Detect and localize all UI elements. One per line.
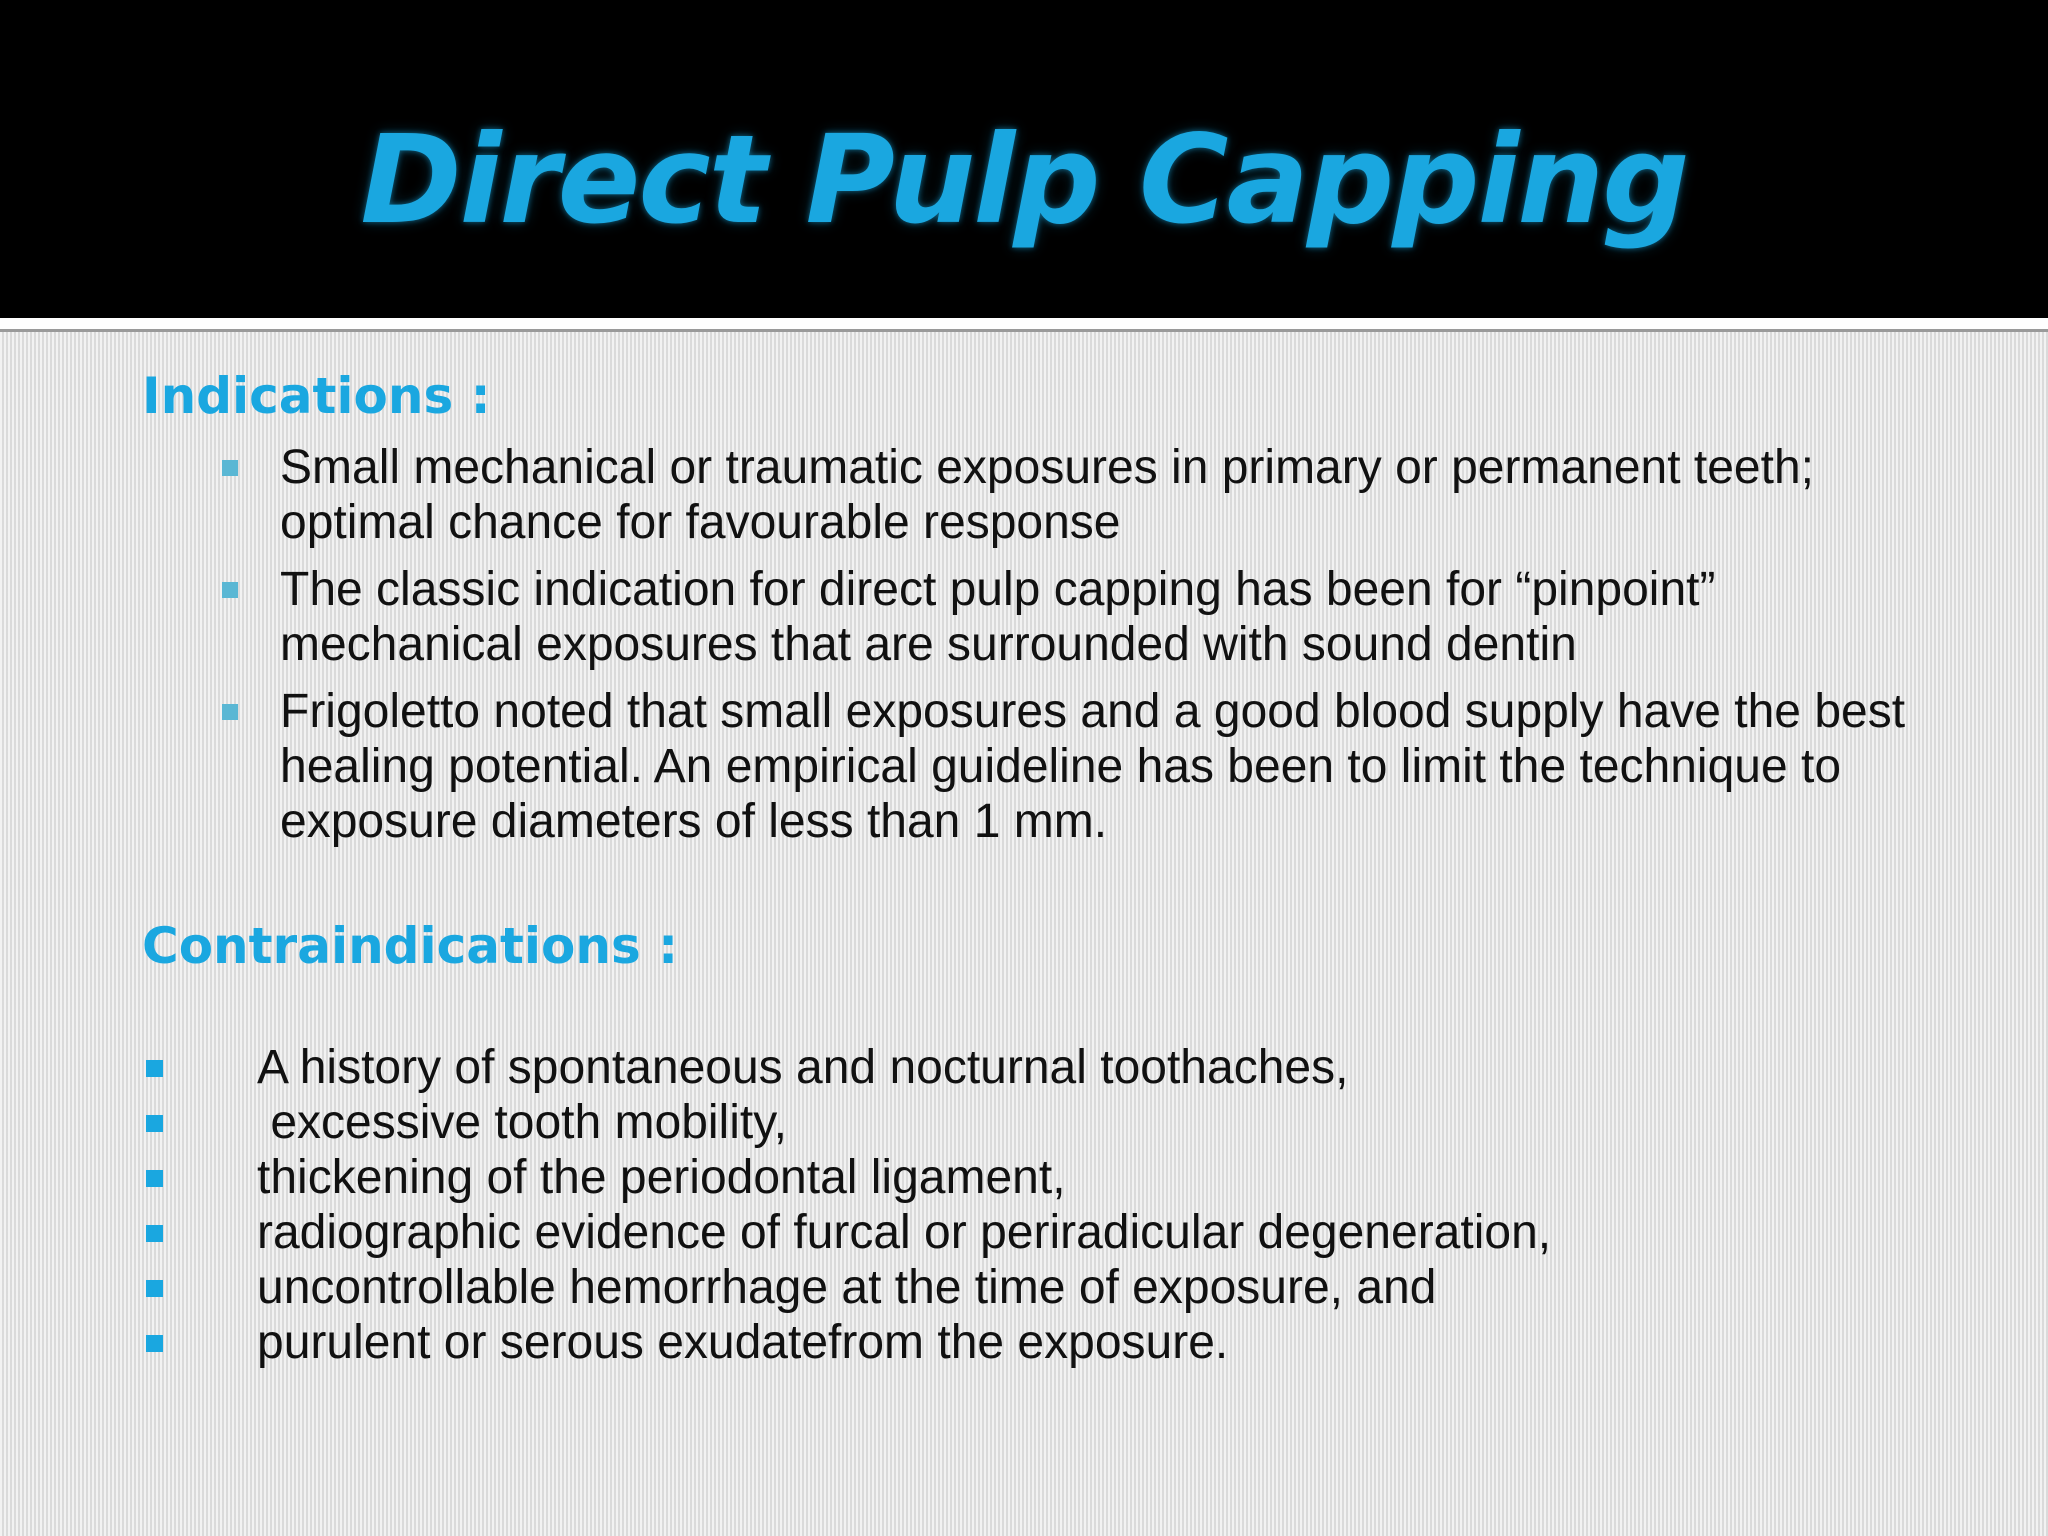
contraindication-text: purulent or serous exudatefrom the exposure. xyxy=(257,1316,1229,1369)
title-divider xyxy=(0,318,2048,332)
square-bullet-icon xyxy=(146,1060,163,1077)
indication-text: The classic indication for direct pulp capping has been for “pinpoint” mechanical exposures that are surrounded with sound dentin xyxy=(280,563,1716,671)
indication-item xyxy=(218,684,1918,849)
indication-text: Frigoletto noted that small exposures and a good blood supply have the best healing potential. An empirical guideline has been to limit the technique to exposure diameters of less than 1 mm. xyxy=(280,685,1906,848)
square-bullet-icon xyxy=(146,1115,163,1132)
contraindication-text: excessive tooth mobility, xyxy=(257,1096,787,1149)
slide-title: Direct Pulp Capping xyxy=(360,109,1688,251)
contraindication-item xyxy=(142,1260,1942,1315)
square-bullet-icon xyxy=(222,704,238,720)
indication-text: Small mechanical or traumatic exposures in primary or permanent teeth; optimal chance for favourable response xyxy=(280,441,1814,549)
square-bullet-icon xyxy=(146,1335,163,1352)
contraindication-item xyxy=(142,1095,1942,1150)
contraindication-text: A history of spontaneous and nocturnal toothaches, xyxy=(257,1041,1349,1094)
contraindication-text: uncontrollable hemorrhage at the time of exposure, and xyxy=(257,1261,1437,1314)
indications-heading: Indications : xyxy=(142,367,491,425)
indication-item xyxy=(218,562,1918,672)
contraindication-item xyxy=(142,1205,1942,1260)
square-bullet-icon xyxy=(146,1225,163,1242)
indications-list xyxy=(218,440,1918,861)
square-bullet-icon xyxy=(146,1170,163,1187)
contraindication-text: thickening of the periodontal ligament, xyxy=(257,1151,1066,1204)
square-bullet-icon xyxy=(222,460,238,476)
square-bullet-icon xyxy=(146,1280,163,1297)
contraindications-list xyxy=(142,1040,1942,1370)
contraindication-item xyxy=(142,1150,1942,1205)
contraindication-item xyxy=(142,1315,1942,1370)
indication-item xyxy=(218,440,1918,550)
contraindication-item xyxy=(142,1040,1942,1095)
contraindications-heading: Contraindications : xyxy=(142,917,679,975)
square-bullet-icon xyxy=(222,582,238,598)
contraindication-text: radiographic evidence of furcal or periradicular degeneration, xyxy=(257,1206,1552,1259)
